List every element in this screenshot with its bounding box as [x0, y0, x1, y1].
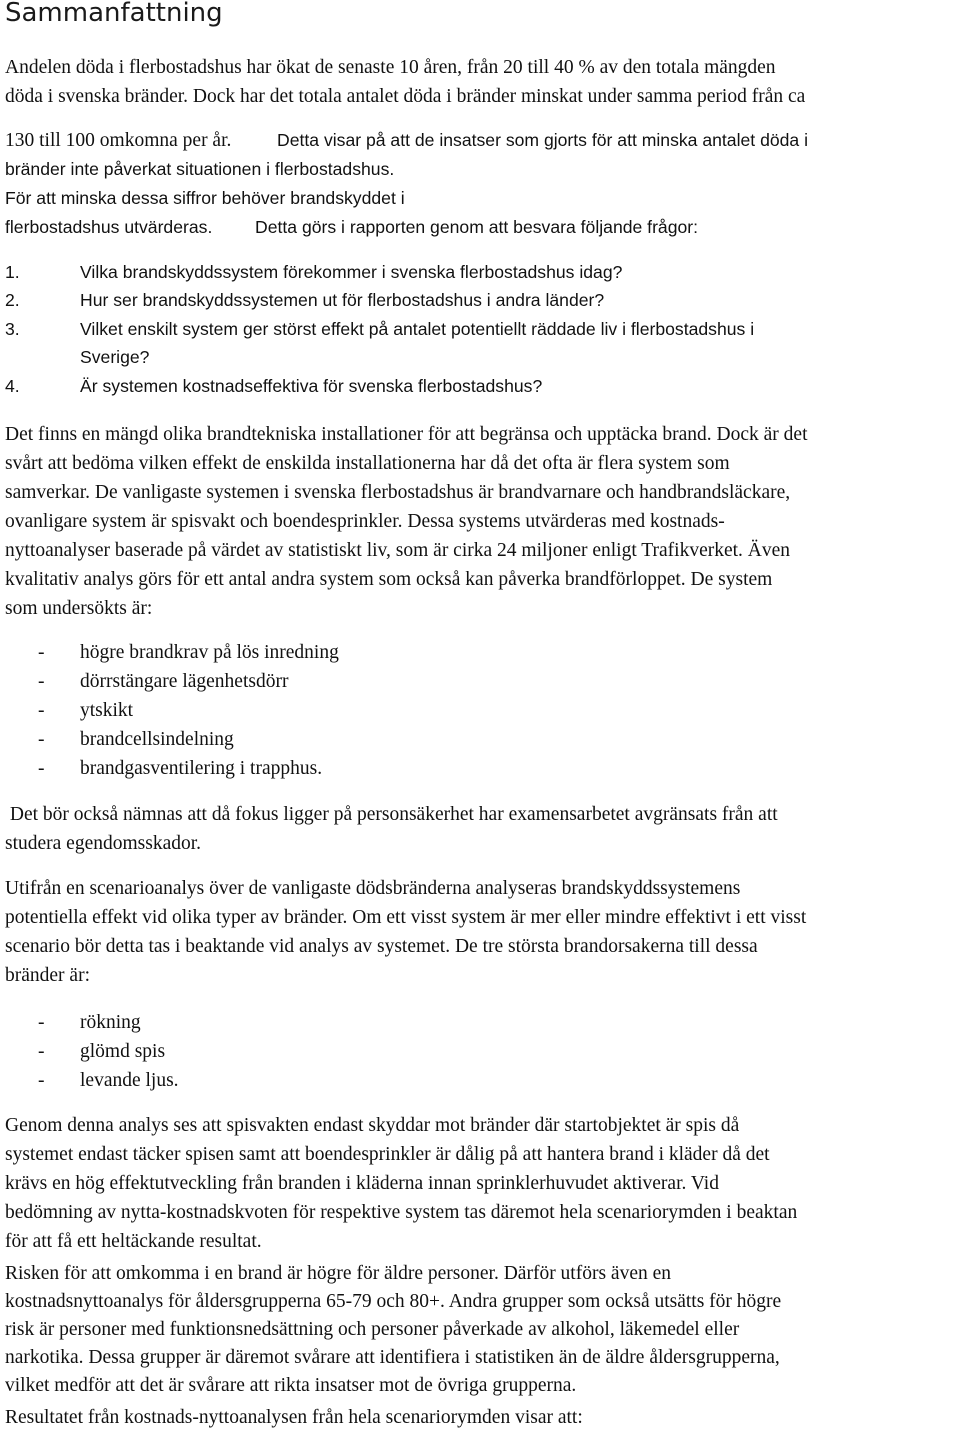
paragraph-line: Risken för att omkomma i en brand är högre för äldre personer. Därför utförs även en: [5, 1263, 672, 1284]
paragraph-line: systemet endast täcker spisen samt att boendesprinkler är dålig på att hantera brand i kläder då det: [5, 1144, 770, 1165]
paragraph-line: Utifrån en scenarioanalys över de vanligaste dödsbränderna analyseras brandskyddssystemens: [5, 878, 741, 899]
list-text: Sverige?: [80, 347, 150, 367]
list-text: dörrstängare lägenhetsdörr: [80, 671, 289, 692]
list-number: 2.: [5, 290, 20, 310]
list-dash: -: [38, 758, 45, 779]
list-text: Hur ser brandskyddssystemen ut för flerbostadshus i andra länder?: [80, 290, 605, 310]
paragraph-text: Detta visar på att de insatser som gjorts för att minska antalet döda i: [277, 130, 808, 150]
paragraph-line: Resultatet från kostnads-nyttoanalysen från hela scenariorymden visar att:: [5, 1407, 583, 1428]
list-text: rökning: [80, 1012, 141, 1033]
numbered-list-item: [0, 315, 960, 344]
paragraph-line: [0, 184, 960, 213]
bullet-list-item: [0, 754, 960, 783]
list-dash: -: [38, 642, 45, 663]
bullet-list-item: [0, 1066, 960, 1095]
bullet-list-item: [0, 1037, 960, 1066]
paragraph-line: kvalitativ analys görs för ett antal andra system som också kan påverka brandförloppet. De system: [5, 569, 773, 590]
paragraph-line: döda i svenska bränder. Dock har det totala antalet döda i bränder minskat under samma period från ca: [5, 86, 806, 107]
list-text: brandgasventilering i trapphus.: [80, 758, 323, 779]
paragraph-text: flerbostadshus utvärderas.: [5, 217, 213, 237]
paragraph-line: bränder inte påverkat situationen i flerbostadshus.: [5, 159, 395, 179]
paragraph-line: narkotika. Dessa grupper är däremot svårare att identifiera i statistiken än de äldre åldersgrupperna,: [5, 1347, 780, 1368]
paragraph-line: vilket medför att det är svårare att rikta insatser mot de övriga grupperna.: [5, 1375, 577, 1396]
list-text: högre brandkrav på lös inredning: [80, 642, 339, 663]
list-text: Vilket enskilt system ger störst effekt på antalet potentiellt räddade liv i flerbostadshus i: [80, 319, 755, 339]
bullet-list-item: [0, 725, 960, 754]
list-dash: -: [38, 700, 45, 721]
paragraph-line: risk är personer med funktionsnedsättning och personer påverkade av alkohol, läkemedel eller: [5, 1319, 740, 1340]
list-number: 3.: [5, 319, 20, 339]
list-dash: -: [38, 671, 45, 692]
paragraph-line: Andelen döda i flerbostadshus har ökat de senaste 10 åren, från 20 till 40 % av den totala mängden: [5, 57, 776, 78]
paragraph-text: 130 till 100 omkomna per år.: [5, 130, 232, 151]
numbered-list-item: [0, 258, 960, 287]
list-text: glömd spis: [80, 1041, 166, 1062]
paragraph-text: För att minska dessa siffror behöver brandskyddet i: [5, 188, 405, 208]
paragraph-line: krävs en hög effektutveckling från branden i kläderna innan sprinklerhuvudet aktiverar. Vid: [5, 1173, 719, 1194]
list-text: Är systemen kostnadseffektiva för svenska flerbostadshus?: [80, 376, 543, 396]
paragraph-text: Detta görs i rapporten genom att besvara följande frågor:: [255, 217, 699, 237]
paragraph-line: ovanligare system är spisvakt och boendesprinkler. Dessa systems utvärderas med kostnads-: [5, 511, 725, 532]
numbered-list-item: [0, 286, 960, 315]
paragraph-line: bedömning av nytta-kostnadskvoten för respektive system tas däremot hela scenariorymden i beaktan: [5, 1202, 798, 1223]
paragraph-line: [0, 126, 960, 155]
list-dash: -: [38, 1070, 45, 1091]
paragraph-line: som undersökts är:: [5, 598, 153, 619]
list-number: 4.: [5, 376, 20, 396]
paragraph-line: Det finns en mängd olika brandtekniska installationer för att begränsa och upptäcka brand. Dock är det: [5, 424, 808, 445]
list-text: brandcellsindelning: [80, 729, 234, 750]
list-dash: -: [38, 729, 45, 750]
list-dash: -: [38, 1012, 45, 1033]
list-text: ytskikt: [80, 700, 134, 721]
bullet-list-item: [0, 696, 960, 725]
paragraph-line: [0, 213, 960, 242]
paragraph-line: Genom denna analys ses att spisvakten endast skyddar mot bränder där startobjektet är spis då: [5, 1115, 740, 1136]
paragraph-line: för att få ett heltäckande resultat.: [5, 1231, 262, 1252]
paragraph-line: Det bör också nämnas att då fokus ligger på personsäkerhet har examensarbetet avgränsats från att: [5, 804, 778, 825]
paragraph-line: svårt att bedöma vilken effekt de enskilda installationerna har då det ofta är flera system som: [5, 453, 730, 474]
list-text: levande ljus.: [80, 1070, 179, 1091]
list-number: 1.: [5, 262, 20, 282]
bullet-list-item: [0, 1008, 960, 1037]
paragraph-line: potentiella effekt vid olika typer av bränder. Om ett visst system är mer eller mindre effektivt i ett visst: [5, 907, 807, 928]
numbered-list-item: [0, 372, 960, 401]
paragraph-line: bränder är:: [5, 965, 90, 986]
paragraph-line: nyttoanalyser baserade på värdet av statistiskt liv, som är cirka 24 miljoner enligt Trafikverket. Även: [5, 540, 791, 561]
bullet-list-item: [0, 667, 960, 696]
numbered-list-item: [0, 343, 960, 372]
list-dash: -: [38, 1041, 45, 1062]
paragraph-line: kostnadsnyttoanalys för åldersgrupperna 65-79 och 80+. Andra grupper som också utsätts för högre: [5, 1291, 782, 1312]
bullet-list-item: [0, 638, 960, 667]
page-title: Sammanfattning: [5, 0, 223, 28]
paragraph-line: samverkar. De vanligaste systemen i svenska flerbostadshus är brandvarnare och handbrandsläckare,: [5, 482, 791, 503]
paragraph-line: scenario bör detta tas i beaktande vid analys av systemet. De tre största brandorsakerna till dessa: [5, 936, 758, 957]
paragraph-line: studera egendomsskador.: [5, 833, 202, 854]
list-text: Vilka brandskyddssystem förekommer i svenska flerbostadshus idag?: [80, 262, 623, 282]
